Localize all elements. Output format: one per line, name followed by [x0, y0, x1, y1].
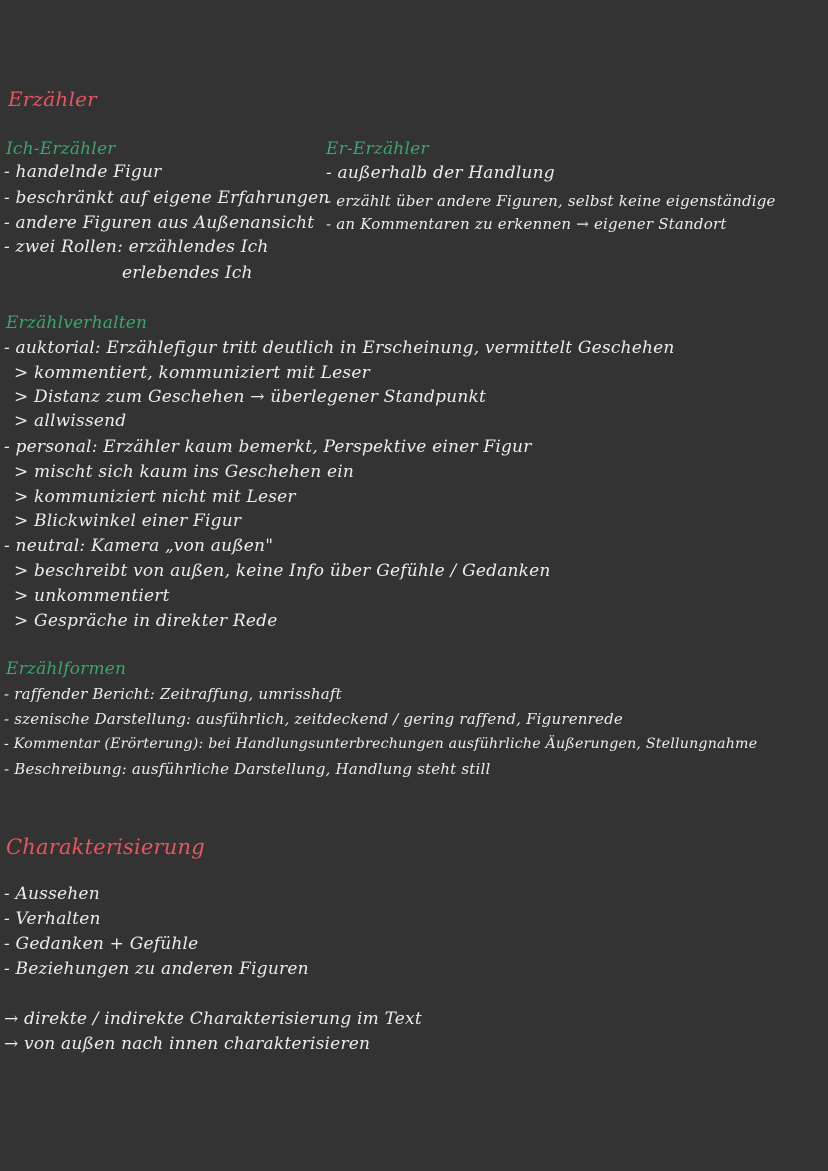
- ich-erzaehler-line: - handelnde Figur: [4, 162, 162, 182]
- erzaehlverhalten-line: - auktorial: Erzählefigur tritt deutlich in Erscheinung, vermittelt Geschehen: [4, 338, 675, 358]
- erzaehlverhalten-line: > Blickwinkel einer Figur: [14, 511, 242, 531]
- erzaehlverhalten-line: > mischt sich kaum ins Geschehen ein: [14, 462, 354, 482]
- charakterisierung-item: - Aussehen: [4, 884, 100, 904]
- erzaehlformen-heading: Erzählformen: [6, 659, 127, 679]
- charakterisierung-item: - Gedanken + Gefühle: [4, 934, 199, 954]
- charakterisierung-item: - Beziehungen zu anderen Figuren: [4, 959, 309, 979]
- erzaehlverhalten-line: > kommentiert, kommuniziert mit Leser: [14, 363, 370, 383]
- er-erzaehler-line: - außerhalb der Handlung: [326, 163, 555, 183]
- erzaehlverhalten-line: > Gespräche in direkter Rede: [14, 611, 278, 631]
- erzaehlverhalten-line: - personal: Erzähler kaum bemerkt, Perspektive einer Figur: [4, 437, 532, 457]
- erzaehlformen-line: - Beschreibung: ausführliche Darstellung, Handlung steht still: [4, 760, 491, 778]
- erzaehlverhalten-line: > kommuniziert nicht mit Leser: [14, 487, 296, 507]
- erzaehlverhalten-line: - neutral: Kamera „von außen": [4, 536, 274, 556]
- ich-erzaehler-line: - beschränkt auf eigene Erfahrungen: [4, 188, 330, 208]
- ich-erzaehler-line: - andere Figuren aus Außenansicht: [4, 213, 315, 233]
- erzaehlformen-line: - Kommentar (Erörterung): bei Handlungsunterbrechungen ausführliche Äußerungen, Stellungnahme: [4, 736, 758, 752]
- charakterisierung-note: → direkte / indirekte Charakterisierung im Text: [4, 1009, 422, 1029]
- erzaehlverhalten-line: > allwissend: [14, 411, 127, 431]
- ich-erzaehler-line: erlebendes Ich: [122, 263, 253, 283]
- er-erzaehler-heading: Er-Erzähler: [326, 139, 429, 159]
- erzaehlverhalten-line: > unkommentiert: [14, 586, 170, 606]
- er-erzaehler-line: - an Kommentaren zu erkennen → eigener Standort: [326, 215, 727, 233]
- erzaehlverhalten-line: > Distanz zum Geschehen → überlegener Standpunkt: [14, 387, 487, 407]
- charakterisierung-item: - Verhalten: [4, 909, 101, 929]
- section-title-erzaehler: Erzähler: [8, 87, 97, 111]
- section-title-charakterisierung: Charakterisierung: [6, 835, 205, 859]
- erzaehlformen-line: - szenische Darstellung: ausführlich, zeitdeckend / gering raffend, Figurenrede: [4, 710, 623, 728]
- ich-erzaehler-line: - zwei Rollen: erzählendes Ich: [4, 237, 269, 257]
- erzaehlverhalten-heading: Erzählverhalten: [6, 313, 148, 333]
- erzaehlverhalten-line: > beschreibt von außen, keine Info über Gefühle / Gedanken: [14, 561, 551, 581]
- ich-erzaehler-heading: Ich-Erzähler: [6, 139, 116, 159]
- erzaehlformen-line: - raffender Bericht: Zeitraffung, umrisshaft: [4, 685, 342, 703]
- er-erzaehler-line: - erzählt über andere Figuren, selbst keine eigenständige: [326, 192, 776, 210]
- charakterisierung-note: → von außen nach innen charakterisieren: [4, 1034, 371, 1054]
